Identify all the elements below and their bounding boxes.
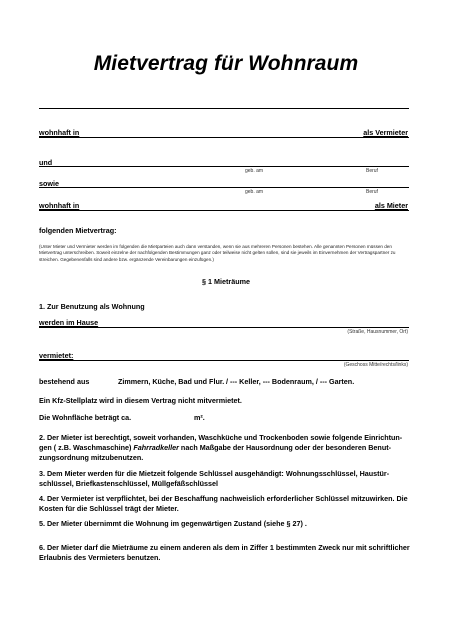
label-bestehend-aus: bestehend aus [39, 377, 90, 386]
label-und: und [39, 158, 53, 167]
paragraph-6: 6. Der Mieter darf die Mieträume zu einem anderen als dem in Ziffer 1 bestimmten Zweck nur mit schriftlicher Erlaubnis des Vermieters benutzen. [39, 543, 410, 562]
wohnflaeche-unit: m². [194, 413, 205, 422]
paragraph-2-italic: Fahrradkeller [133, 442, 179, 452]
hint-geb-am-1: geb. am [245, 168, 264, 174]
intro-note: (Unter Mieter und Vermieter werden im folgenden die Mietparteien auch dann verstanden, wenn sie aus mehreren Personen bestehen. Alle genannten Personen müssen den Mietvertrag unterschreiben. Soweit einzelne der nachfolgenden Bestimmungen ganz oder teilweise nicht gelten sollen, sind sie jeweils im Einvernehmen der Vertragspartner zu streichen. Gegebenenfalls sind andere bzw. ergänzende Vereinbarungen einzufügen.) [39, 244, 396, 262]
rooms-extra: / --- Keller, --- Bodenraum, / --- Garten. [226, 377, 355, 386]
blank-line-tenant-address [39, 210, 409, 211]
label-als-vermieter: als Vermieter [363, 128, 408, 137]
hint-beruf-1: Beruf [366, 168, 378, 174]
hint-beruf-2: Beruf [366, 189, 378, 195]
label-als-mieter: als Mieter [374, 201, 408, 210]
label-folgenden-mietvertrag: folgenden Mietvertrag: [39, 226, 117, 235]
blank-line-address [39, 327, 409, 328]
blank-line-tenant-1 [39, 166, 409, 167]
label-sowie: sowie [39, 179, 59, 188]
wohnflaeche-text: Die Wohnfläche beträgt ca. [39, 413, 132, 422]
section-heading: § 1 Mieträume [202, 277, 250, 286]
paragraph-2-part-a: 2. Der Mieter ist berechtigt, soweit vorhanden, Waschküche und Trockenboden sowie folgende Einrichtun-gen ( z.B. Waschmaschine) [39, 433, 403, 452]
paragraph-5: 5. Der Mieter übernimmt die Wohnung im gegenwärtigen Zustand (siehe § 27) . [39, 519, 307, 528]
paragraph-1-label: 1. Zur Benutzung als Wohnung [39, 302, 145, 311]
rooms-description: Zimmern, Küche, Bad und Flur. [118, 377, 225, 386]
blank-line-tenant-2 [39, 187, 409, 188]
paragraph-2 [39, 433, 412, 462]
paragraph-3: 3. Dem Mieter werden für die Mietzeit folgende Schlüssel ausgehändigt: Wohnungsschlüssel, Haustür-schlüssel, Briefkastenschlüssel, Müllgefäßschlüssel [39, 469, 390, 488]
kfz-stellplatz-text: Ein Kfz-Stellplatz wird in diesem Vertrag nicht mitvermietet. [39, 396, 242, 405]
blank-line-floor [39, 360, 409, 361]
document-title: Mietvertrag für Wohnraum [93, 52, 359, 75]
hint-address: (Straße, Hausnummer, Ort) [347, 329, 408, 335]
label-vermietet: vermietet: [39, 351, 74, 360]
paragraph-4: 4. Der Vermieter ist verpflichtet, bei der Beschaffung nachweislich erforderlicher Schlüssel mitzuwirken. Die Kosten für die Schlüssel trägt der Mieter. [39, 494, 408, 513]
hint-floor: (Geschoss Mitte/rechts/links) [343, 362, 408, 368]
blank-line-landlord-address [39, 137, 409, 138]
label-wohnhaft-in-tenant: wohnhaft in [39, 201, 80, 210]
hint-geb-am-2: geb. am [245, 189, 264, 195]
label-werden-im-hause: werden im Hause [39, 318, 99, 327]
paragraph-2-part-b: nach Maßgabe der Hausordnung oder der besonderen Benut-zungsordnung mitzubenutzen. [39, 442, 391, 462]
blank-line-landlord [39, 108, 409, 109]
label-wohnhaft-in-landlord: wohnhaft in [39, 128, 80, 137]
